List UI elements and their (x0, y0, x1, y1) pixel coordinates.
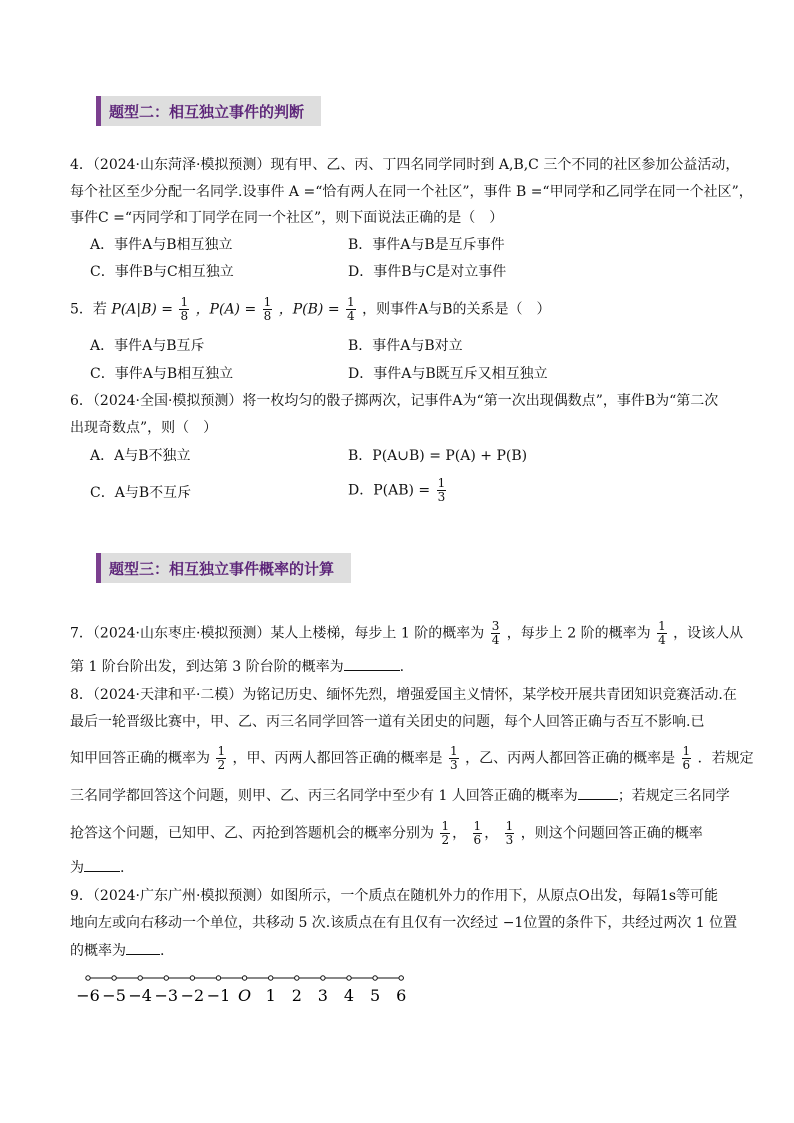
number-line-label: 6 (396, 986, 407, 1005)
number-line-point (112, 976, 116, 980)
q6-option-c: C．A与B不互斥 (90, 485, 192, 501)
q8-line-3 (70, 744, 754, 772)
q6-line-1: 6．（2024·全国·模拟预测）将一枚均匀的骰子掷两次，记事件A为“第一次出现偶数点”，事件B为“第二次 (70, 393, 719, 409)
q8-frac-g3: $\frac{1}{3}$ (505, 819, 514, 847)
section-header-3 (96, 553, 351, 583)
q5-frac-2: $\frac{1}{8}$ (263, 295, 272, 323)
q5-frac-3: $\frac{1}{4}$ (347, 295, 355, 323)
q7-answer-blank (344, 670, 400, 671)
section-header-2 (96, 96, 321, 126)
q4-option-a: A．事件A与B相互独立 (90, 237, 233, 253)
q8-line-1: 8．（2024·天津和平·二模）为铭记历史、缅怀先烈，增强爱国主义情怀，某学校开展共青团知识竞赛活动.在 (70, 687, 737, 703)
q8-text-3a: 知甲回答正确的概率为 (70, 750, 210, 767)
q4-line-3: 事件C =“丙同学和丁同学在同一个社区”，则下面说法正确的是（ ） (70, 210, 504, 226)
q8-line-4 (70, 786, 730, 806)
q6-option-d-frac: $\frac{1}{3}$ (437, 476, 446, 504)
q5-option-c: C．事件A与B相互独立 (90, 366, 234, 382)
number-line-label: −5 (102, 986, 126, 1005)
q5-frac-1: $\frac{1}{8}$ (180, 295, 189, 323)
q4-option-b: B．事件A与B是互斥事件 (348, 237, 505, 253)
q5-expr-3: ，P(B) = (278, 301, 340, 318)
number-line-label: −4 (128, 986, 152, 1005)
q4-option-d: D．事件B与C是对立事件 (348, 264, 507, 280)
number-line-label: 1 (265, 986, 276, 1005)
number-line-label: 2 (291, 986, 302, 1005)
q6-option-a: A．A与B不独立 (90, 448, 191, 464)
q8-text-4a: 三名同学都回答这个问题，则甲、乙、丙三名同学中至少有 1 人回答正确的概率为 (70, 788, 578, 804)
number-line-point (138, 976, 142, 980)
q6-option-d (348, 477, 448, 504)
q8-line-6: 为 . (70, 860, 125, 876)
q7-text-2: 第 1 阶台阶出发，到达第 3 阶台阶的概率为 (70, 659, 344, 675)
q8-line-5: 抢答这个问题，已知甲、乙、丙抢到答题机会的概率分别为 $\frac{1}{2}$ ， $\frac{1}{6}$ ， $\frac{1}{3}$ ，则这个问题回答正确的概率 (70, 819, 703, 847)
q8-line-2: 最后一轮晋级比赛中，甲、乙、丙三名同学回答一道有关团史的问题，每个人回答正确与否互不影响.已 (70, 714, 705, 730)
q6-line-2: 出现奇数点”，则（ ） (70, 420, 218, 436)
q4-line-1: 4．（2024·山东菏泽·模拟预测）现有甲、乙、丙、丁四名同学同时到 A,B,C 三个不同的社区参加公益活动， (70, 157, 740, 173)
q8-text-3c: ，乙、丙两人都回答正确的概率是 (465, 750, 676, 767)
number-line-label: 4 (343, 986, 355, 1005)
q5-expr-1: P(A|B) = (111, 301, 174, 318)
q8-text-3b: ，甲、丙两人都回答正确的概率是 (232, 750, 443, 767)
q7-frac-2: $\frac{1}{4}$ (658, 619, 666, 647)
q7-line-1 (70, 619, 744, 647)
q4-line-2: 每个社区至少分配一名同学.设事件 A =“恰有两人在同一个社区”，事件 B =“甲同学和乙同学在同一个社区”， (70, 184, 753, 200)
number-line-point (321, 976, 325, 980)
q9-line-2: 地向左或向右移动一个单位，共移动 5 次.该质点在有且仅有一次经过 −1位置的条件下，共经过两次 1 位置 (70, 915, 738, 931)
number-line-label: −1 (206, 986, 231, 1005)
number-line-label: 3 (317, 986, 328, 1005)
section-title-3: 题型三：相互独立事件概率的计算 (109, 560, 335, 578)
number-line-label: −3 (154, 986, 179, 1005)
number-line-point (242, 976, 246, 980)
q5-prefix: 5．若 (70, 301, 107, 318)
q5-stem (70, 296, 730, 323)
q8-text-4b: ；若规定三名同学 (617, 788, 730, 804)
number-line-point (347, 976, 351, 980)
q9-answer-blank (126, 954, 160, 955)
q8-frac-1: $\frac{1}{2}$ (217, 744, 226, 772)
q8-frac-2: $\frac{1}{3}$ (450, 744, 458, 772)
q5-option-d: D．事件A与B既互斥又相互独立 (348, 366, 548, 382)
q6-option-b: B．P(A∪B) = P(A) + P(B) (348, 448, 528, 464)
number-line-label: −2 (180, 986, 205, 1005)
section-title-2: 题型二：相互独立事件的判断 (109, 103, 305, 121)
number-line-labels (76, 986, 406, 1005)
q9-text-3: 的概率为 (70, 943, 126, 959)
q8-frac-g1: $\frac{1}{2}$ (441, 819, 450, 847)
q5-expr-2: ，P(A) = (195, 301, 257, 318)
q7-text-c: ，设该人从 (673, 625, 744, 642)
q8-text-6: 为 (70, 860, 84, 876)
q6-option-d-text: D．P(AB) = (348, 482, 431, 499)
number-line-point (295, 976, 299, 980)
q5-option-b: B．事件A与B对立 (348, 338, 463, 354)
q4-option-c: C．事件B与C相互独立 (90, 264, 234, 280)
q7-text-b: ，每步上 2 阶的概率为 (506, 625, 651, 642)
number-line-point (399, 976, 403, 980)
q7-frac-1: $\frac{3}{4}$ (491, 619, 500, 647)
q8-answer-blank-2 (84, 871, 120, 872)
q8-text-5a: 抢答这个问题，已知甲、乙、丙抢到答题机会的概率分别为 (70, 825, 434, 842)
q5-suffix: ，则事件A与B的关系是（ ） (362, 301, 551, 318)
q8-text-5b: ，则这个问题回答正确的概率 (520, 825, 703, 842)
q8-answer-blank-1 (578, 799, 618, 800)
q8-text-3d: ．若规定 (697, 750, 754, 767)
q9-line-3: 的概率为 . (70, 943, 165, 959)
number-line-label: −6 (76, 986, 100, 1005)
number-line-point (269, 976, 273, 980)
q8-frac-3: $\frac{1}{6}$ (682, 744, 691, 772)
q5-option-a: A．事件A与B互斥 (90, 338, 205, 354)
number-line-point (190, 976, 194, 980)
number-line-figure (70, 970, 420, 1010)
q9-line-1: 9．（2024·广东广州·模拟预测）如图所示，一个质点在随机外力的作用下，从原点O出发，每隔1s等可能 (70, 888, 719, 904)
q8-frac-g2: $\frac{1}{6}$ (473, 819, 482, 847)
number-line-point (216, 976, 220, 980)
q7-line-2: 第 1 阶台阶出发，到达第 3 阶台阶的概率为 . (70, 659, 405, 675)
number-line-point (86, 976, 90, 980)
number-line-label: 5 (370, 986, 381, 1005)
number-line-point (373, 976, 377, 980)
number-line-label: O (238, 986, 252, 1005)
number-line-point (164, 976, 168, 980)
q7-text-a: 7．（2024·山东枣庄·模拟预测）某人上楼梯，每步上 1 阶的概率为 (70, 625, 485, 642)
